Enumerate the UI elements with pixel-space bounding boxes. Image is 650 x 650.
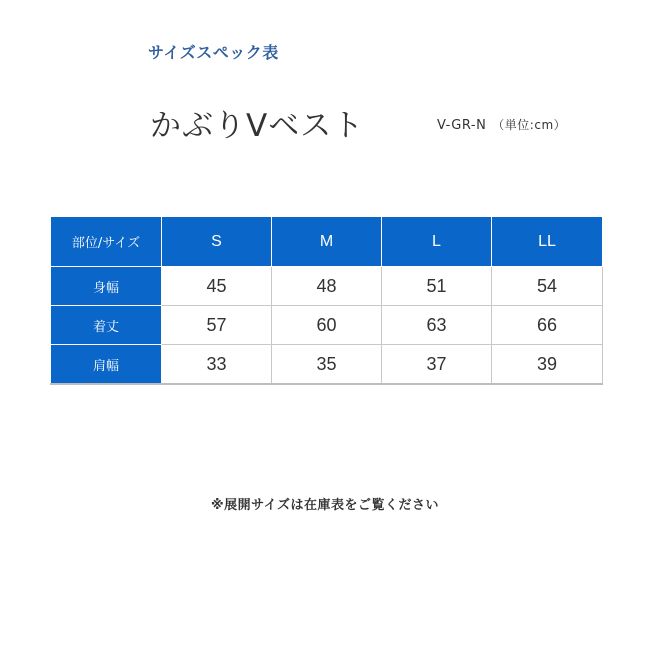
row-label-body-width: 身幅 xyxy=(51,267,162,306)
table-header-row xyxy=(51,217,603,267)
size-header-ll: LL xyxy=(492,217,603,267)
model-code xyxy=(437,116,566,133)
table-row xyxy=(51,345,603,385)
spec-table-label: サイズスペック表 xyxy=(148,43,279,62)
table-cell: 37 xyxy=(382,345,492,385)
table-row xyxy=(51,267,603,306)
size-header-m: M xyxy=(272,217,382,267)
table-cell: 57 xyxy=(162,306,272,345)
product-title: かぶりVベスト xyxy=(150,108,365,144)
table-cell: 51 xyxy=(382,267,492,306)
table-cell: 45 xyxy=(162,267,272,306)
model-code-text: V-GR-N xyxy=(437,118,487,133)
row-label-length: 着丈 xyxy=(51,306,162,345)
table-cell: 66 xyxy=(492,306,603,345)
size-header-l: L xyxy=(382,217,492,267)
row-label-shoulder-width: 肩幅 xyxy=(51,345,162,385)
table-cell: 33 xyxy=(162,345,272,385)
table-cell: 54 xyxy=(492,267,603,306)
table-row xyxy=(51,306,603,345)
corner-header: 部位/サイズ xyxy=(51,217,162,267)
size-header-s: S xyxy=(162,217,272,267)
table-cell: 63 xyxy=(382,306,492,345)
size-spec-table xyxy=(50,216,603,385)
unit-label: （単位:cm） xyxy=(492,118,567,132)
table-cell: 39 xyxy=(492,345,603,385)
stock-note: ※展開サイズは在庫表をご覧ください xyxy=(210,498,440,513)
table-cell: 60 xyxy=(272,306,382,345)
table-cell: 35 xyxy=(272,345,382,385)
table-cell: 48 xyxy=(272,267,382,306)
